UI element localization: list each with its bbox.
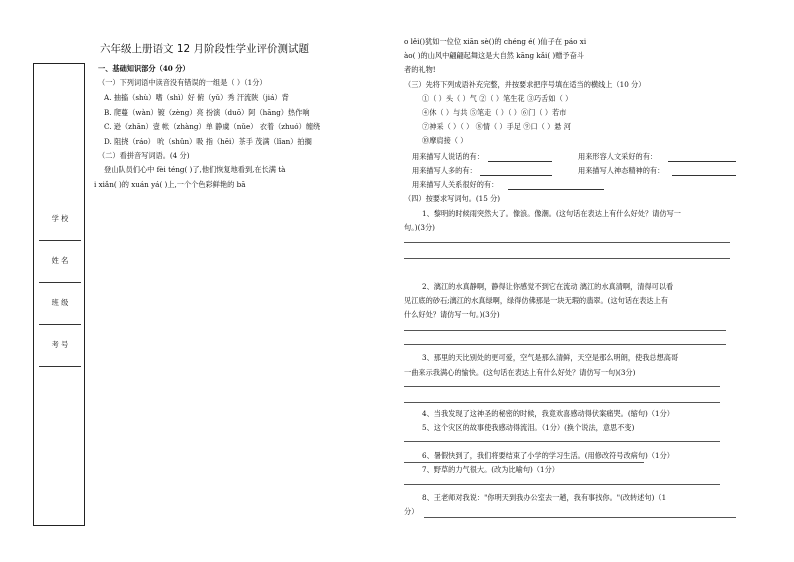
item-2-answer-line-2[interactable]: [404, 344, 726, 345]
item-2-line-2: 见江底的砂石;漓江的水真绿啊，绿得仿佛那是一块无瑕的翡翠。(这句话在表达上有: [404, 296, 668, 305]
name-line: [39, 282, 81, 283]
name-label: 姓 名: [51, 256, 69, 265]
item-2-answer-line-1[interactable]: [404, 330, 726, 331]
item-6: 6、暑假快到了，我们将要结束了小学的学习生活。(用修改符号改病句)（1分）: [422, 451, 674, 460]
fill-speech-line[interactable]: [488, 161, 552, 162]
item-5-answer-line[interactable]: [404, 441, 720, 442]
exam-number-line: [39, 366, 81, 367]
r-top-line-3: 者的礼物!: [404, 65, 436, 74]
q1-option-c: C. 逊（zhān）壹 帐（zhàng）单 静虞（nǔe） 衣着（zhuó）缠绕: [104, 122, 321, 131]
fill-crowd-line[interactable]: [480, 175, 552, 176]
q1-option-d: D. 阻挠（ráo） 吮（shǔn）吸 指（hēi）茶手 茂满（lǐan）拍搁: [104, 137, 312, 146]
item-7-answer-line[interactable]: [404, 484, 720, 485]
item-4: 4、当我发现了这神圣的秘密的时候，我竟欢喜感动得伏案痛哭。(缩句)（1分）: [422, 409, 674, 418]
q3-row-2: ④休（ ）与共 ⑤笔走（ ）（ ）⑥门（ ）若市: [422, 108, 567, 117]
q2-line-2: i xiǎn( )的 xuán yá( )上,一个个色彩鲜艳的 bā: [94, 180, 246, 189]
question-3: （三）先将下列成语补充完整，并按要求把序号填在适当的横线上（10 分）: [404, 80, 646, 89]
item-2-line-1: 2、漓江的水真静啊，静得让你感觉不到它在流动 漓江的水真清啊，清得可以看: [422, 282, 674, 291]
item-3-line-2: 一曲来示我满心的愉快。(这句话在表达上有什么好处？请仿写一句)(3分): [404, 368, 636, 377]
q3-row-1: ①（ ）头（ ）气 ②（ ）笔生花 ③巧舌如（ ）: [422, 94, 573, 103]
item-8-line-2: 分）: [404, 507, 419, 516]
item-1-line-2: 句。)(3分): [404, 223, 435, 232]
q3-row-4: ⑩摩肩接（ ）: [422, 136, 468, 145]
item-7: 7、野草的力气很大。(改为比喻句)（1分）: [422, 465, 559, 474]
question-4: （四）按要求写词句。(15 分): [404, 194, 501, 203]
question-2: （二）看拼音写词语。(4 分): [98, 151, 190, 160]
exam-number-label: 考 号: [51, 340, 69, 349]
item-2-line-3: 什么好处？请仿写一句。)(3分): [404, 310, 500, 319]
fill-relation-label: 用来描写人关系很好的有：: [412, 180, 499, 189]
question-1: （一）下列词语中读音没有错误的一组是（ ）（1分）: [98, 78, 267, 87]
item-6-answer-line[interactable]: [404, 462, 644, 463]
class-label: 班 级: [51, 298, 69, 307]
r-top-line-1: o lěi()犹如一位位 xiān sè()的 chéng é( )仙子在 páo xi: [404, 37, 587, 46]
item-3-answer-line-2[interactable]: [404, 402, 720, 403]
item-1-answer-line-2[interactable]: [404, 258, 730, 259]
item-8-answer-line[interactable]: [424, 517, 736, 518]
fill-spirit-label: 用来描写人神态精神的有：: [578, 166, 665, 175]
fill-spirit-line[interactable]: [672, 175, 736, 176]
q2-line-1: 登山队员们心中 fèi téng( )了,他们恢复地看到,在长满 tà: [104, 165, 286, 174]
item-1-line-1: 1、黎明的时候雨突然大了。像浪。像潮。(这句话在表达上有什么好处？请仿写一: [422, 209, 681, 218]
school-line: [39, 240, 81, 241]
item-1-answer-line-1[interactable]: [404, 242, 730, 243]
r-top-line-2: ào( )的山风中翩翩起舞这是大自然 kāng kǎi( )赠予奋斗: [404, 51, 584, 60]
q1-option-a: A. 抽搐（shù）嗜（shì）好 俯（yǔ）秀 汗流陕（jiá）背: [104, 93, 289, 102]
fill-relation-line[interactable]: [508, 189, 604, 190]
fill-literary-line[interactable]: [668, 161, 736, 162]
item-8-line-1: 8、王老师对我说："你明天到我办公室去一趟，我有事找你。"(改转述句)（1: [422, 493, 667, 502]
student-info-box: [33, 63, 85, 526]
section-1-heading: 一、基础知识部分（40 分）: [98, 64, 190, 73]
school-label: 学 校: [51, 214, 69, 223]
item-3-line-1: 3、那里的天比别处的更可爱，空气是那么清鲜，天空是那么明朗，使我总想高哥: [422, 353, 679, 362]
class-line: [39, 324, 81, 325]
q1-option-b: B. 爬蔓（wàn）镀（zèng）亮 扮演（duō）阿（hāng）热作响: [104, 108, 310, 117]
q3-row-3: ⑦神采（ ）（ ） ⑧情（ ）手足 ⑨口（ ）悬 河: [422, 122, 571, 131]
page-title: 六年级上册语文 12 月阶段性学业评价测试题: [100, 43, 310, 55]
fill-crowd-label: 用来描写人多的有：: [412, 166, 477, 175]
fill-speech-label: 用来描写人说话的有：: [412, 152, 484, 161]
fill-literary-label: 用来形容人文采好的有：: [578, 152, 658, 161]
item-5: 5、这个灾区的故事使我感动得流泪。（1分）(换个说法，意思不变): [422, 423, 635, 432]
item-3-answer-line-1[interactable]: [404, 386, 720, 387]
